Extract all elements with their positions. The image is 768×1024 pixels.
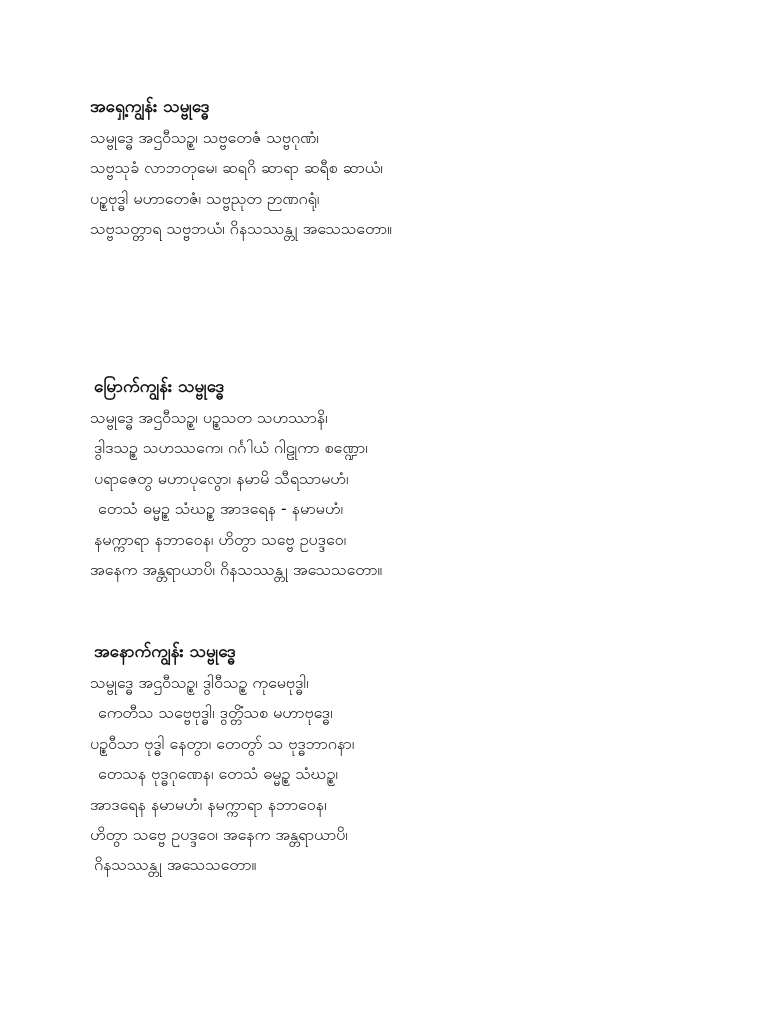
verse-line: အနေက အန္တရာယာပိ၊ ဂိနသဿန္တု အသေသတော။: [90, 560, 383, 580]
verse-line: သဗ္ဗသုခံ လာဘတုမေ၊ ဆရဂိ ဆာရာ ဆရီစ ဆာယံ၊: [90, 158, 383, 178]
section-west-island: [90, 637, 730, 881]
verse-line: ပဥ္စဗုဒ္ဓါ မဟာတေဇံ၊ သဗ္ဗညုတ ဉာဏဂရုံ၊: [90, 188, 320, 208]
verse-line: တေသံ ဓမ္မဥ္စ သံဃဥ္စ အာဒရေန - နမာမဟံ၊: [98, 499, 343, 519]
section-title: မြောက်ကျွန်း သမ္ဗုဒ္ဓေ: [94, 377, 225, 397]
section-north-island: [90, 372, 730, 585]
verse-line: ကေတီသ သဗ္ဗေဗုဒ္ဓါ၊ ဒွတ္တိံသစ မဟာဗုဒ္ဓေ၊: [98, 703, 333, 723]
verse-line: အာဒရေန နမာမဟံ၊ နမက္ကာရာ နဘာဝေန၊: [90, 794, 327, 814]
verse-line: ဂိနသဿန္တု အသေသတော။: [94, 855, 257, 875]
verse-line: ဒွါဒသဥ္စ သဟဿကေ၊ ဂင်္ဂါယံ ဂါဠုကာ စဏ္ဍော၊: [94, 438, 368, 458]
verse-line: သမ္ဗုဒ္ဓေ အဌဝီသဉ္စ၊ သဗ္ဗတေဇံ သဗ္ဗဂုဏံ၊: [90, 128, 319, 147]
verse-line: သမ္ဗုဒ္ဓေ အဌဝီသဉ္စ၊ ဒွါဝီသဉ္စ ကုမေဗုဒ္ဓါ၊: [90, 673, 309, 692]
verse-line: ပရာဇေတွ မဟာပုလွော၊ နမာမိ သီရသာမဟံ၊: [94, 468, 349, 488]
section-east-island: [90, 92, 730, 245]
section-title: အနောက်ကျွန်း သမ္ဗုဒ္ဓေ: [94, 642, 236, 662]
verse-line: သဗ္ဗသတ္တာရ သဗ္ဗဘယံ၊ ဂိနသဿန္တု အသေသတော။: [90, 219, 392, 239]
verse-line: သမ္ဗုဒ္ဓေ အဌဝီသဉ္စ၊ ပဉ္စသတ သဟဿာနိ၊: [90, 408, 328, 427]
verse-line: နမက္ကာရာ နဘာဝေန၊ ဟိတွာ သဗ္ဗေ ဥပဒ္ဒဝေ၊: [94, 529, 347, 549]
verse-line: တေသန ဗုဒ္ဓဂုဏေန၊ တေသံ ဓမ္မဥ္စ သံဃဥ္စ၊: [98, 764, 338, 784]
verse-line: ပဥ္စဝီသာ ဗုဒ္ဓါ နေတွာ၊ တေတွာ် သ ဗုဒ္ဓဘာဂနာ၊: [90, 733, 355, 753]
verse-line: ဟိတွာ သဗ္ဗေ ဥပဒ္ဒဝေ၊ အနေက အန္တရာယာပိ၊: [90, 825, 348, 845]
section-title: အရှေ့ကျွန်း သမ္ဗုဒ္ဓေ: [90, 97, 210, 117]
